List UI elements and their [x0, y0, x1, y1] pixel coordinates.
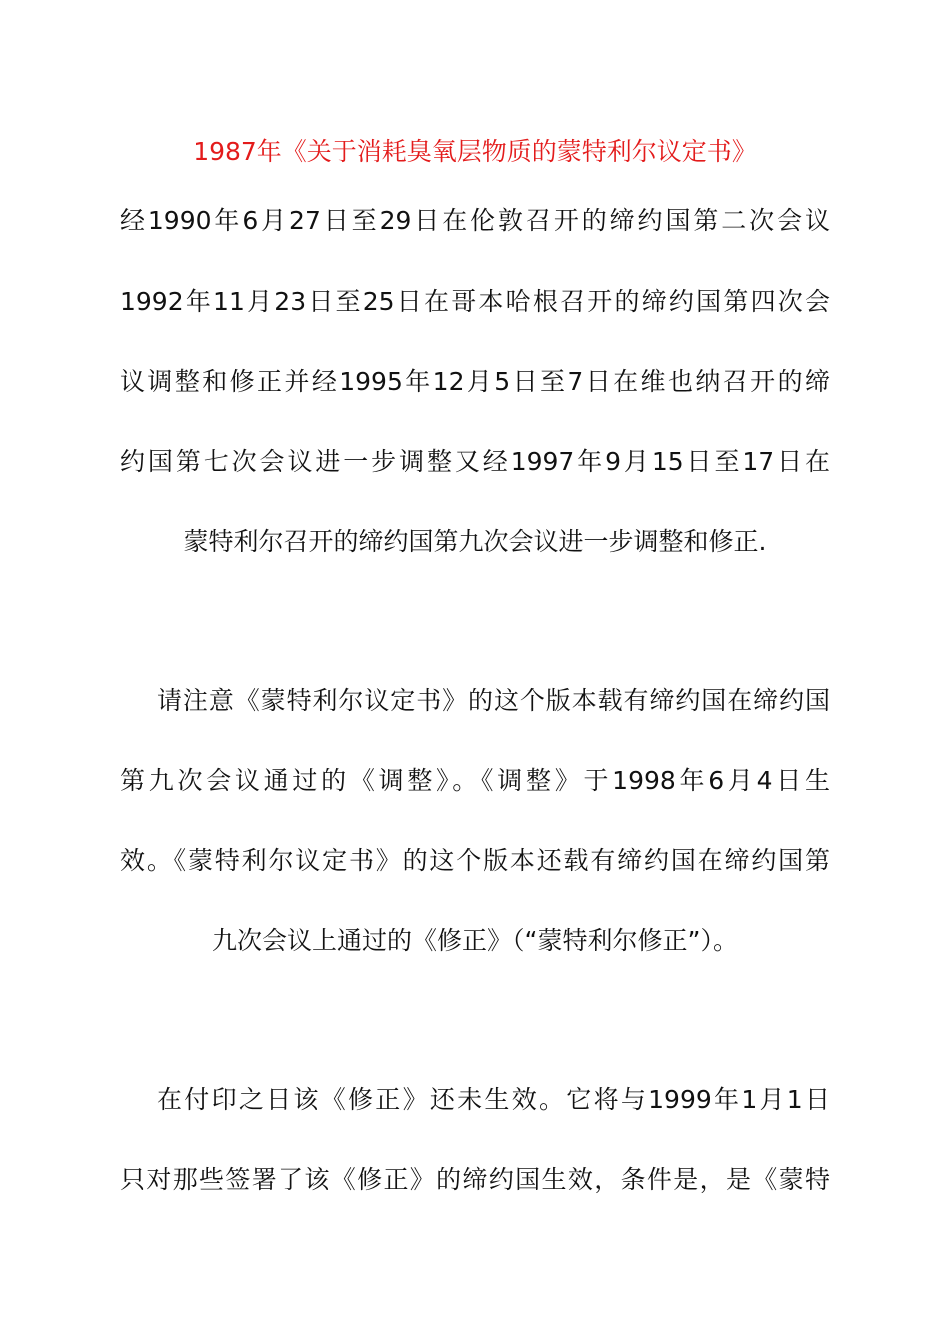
intro-line-3: 议调整和修正并经1995年12月5日至7日在维也纳召开的缔: [120, 367, 830, 396]
paragraph-2-line-2: 只对那些签署了该《修正》的缔约国生效，条件是，是《蒙特: [120, 1165, 830, 1194]
paragraph-1-line-2: 第九次会议通过的《调整》。《调整》于1998年6月4日生: [120, 766, 830, 795]
paragraph-1-line-3: 效。《蒙特利尔议定书》的这个版本还载有缔约国在缔约国第: [120, 846, 830, 875]
paragraph-1-line-4: 九次会议上通过的《修正》（“蒙特利尔修正”）。: [212, 926, 738, 955]
paragraph-1-line-1: 请注意《蒙特利尔议定书》的这个版本载有缔约国在缔约国: [157, 686, 830, 715]
intro-line-4: 约国第七次会议进一步调整又经1997年9月15日至17日在: [120, 447, 830, 476]
paragraph-2-line-1: 在付印之日该《修正》还未生效。它将与1999年1月1日: [157, 1085, 830, 1114]
intro-line-1: 经1990年6月27日至29日在伦敦召开的缔约国第二次会议: [120, 206, 830, 235]
intro-line-5: 蒙特利尔召开的缔约国第九次会议进一步调整和修正.: [183, 527, 767, 556]
intro-line-2: 1992年11月23日至25日在哥本哈根召开的缔约国第四次会: [120, 287, 830, 316]
document-title: 1987年《关于消耗臭氧层物质的蒙特利尔议定书》: [193, 137, 757, 166]
